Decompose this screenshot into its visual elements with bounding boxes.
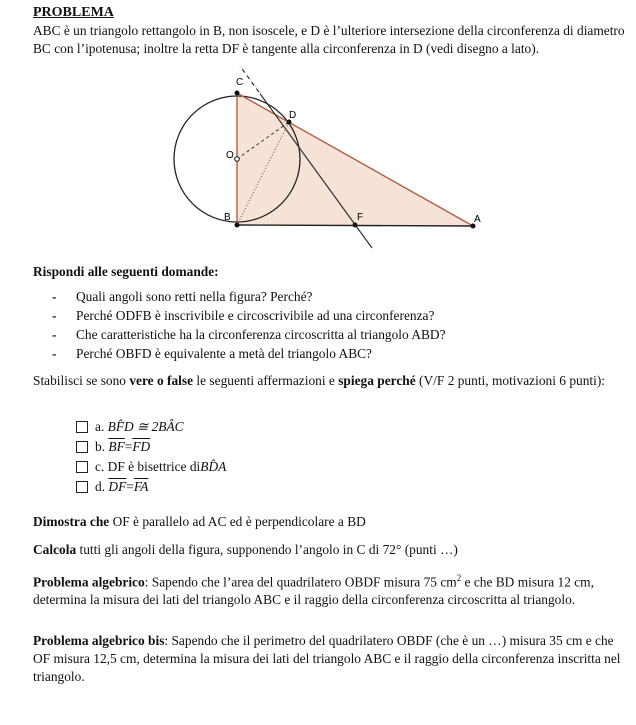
label-d: D	[289, 110, 297, 121]
question-list	[52, 288, 446, 364]
tf-item-a: a. BF̂D ≅ 2BÂC	[76, 417, 226, 437]
point-o	[235, 157, 240, 162]
checkbox-c[interactable]	[76, 461, 88, 473]
list-item: - Che caratteristiche ha la circonferenza circoscritta al triangolo ABD?	[52, 326, 446, 345]
checkbox-a[interactable]	[76, 421, 88, 433]
problem-intro: ABC è un triangolo rettangolo in B, non isoscele, e D è l’ulteriore intersezione della circonferenza di diametro BC con l’ipotenusa; inoltre la retta DF è tangente alla circonferenza in D (vedi disegno a lato).	[33, 23, 625, 56]
label-o: O	[226, 150, 234, 161]
point-c	[235, 91, 240, 96]
checkbox-d[interactable]	[76, 481, 88, 493]
label-b: B	[224, 212, 231, 223]
list-item: - Quali angoli sono retti nella figura? Perché?	[52, 288, 446, 307]
checkbox-b[interactable]	[76, 441, 88, 453]
list-item: - Perché ODFB è inscrivibile e circoscrivibile ad una circonferenza?	[52, 307, 446, 326]
algebra-problem-1: Problema algebrico: Sapendo che l’area del quadrilatero OBDF misura 75 $cm^2$ e che BD misura 12 cm, determina la misura dei lati del triangolo ABC e il raggio della circonferenza circoscritta al triangolo.	[33, 573, 594, 608]
tf-item-d: d. $\overline{DF}$ = $\overline{FA}$	[76, 477, 226, 497]
label-f: F	[357, 212, 364, 223]
label-a: A	[474, 214, 481, 225]
geometry-figure	[160, 60, 500, 255]
dimostra-task: Dimostra che OF è parallelo ad AC ed è perpendicolare a BD	[33, 514, 366, 529]
point-b	[235, 223, 240, 228]
tf-intro: Stabilisci se sono vere o false le seguenti affermazioni e spiega perché (V/F 2 punti, motivazioni 6 punti):	[33, 373, 606, 388]
algebra-problem-2: Problema algebrico bis: Sapendo che il perimetro del quadrilatero OBDF (che è un …) misura 35 cm e che OF misura 12,5 cm, determina la misura dei lati del triangolo ABC e il raggio della circonferenza inscritta nel triangolo.	[33, 633, 621, 684]
tf-item-b: b. $\overline{BF}$ = $\overline{FD}$	[76, 437, 226, 457]
list-item: - Perché OBFD è equivalente a metà del triangolo ABC?	[52, 345, 446, 364]
true-false-list	[76, 417, 226, 497]
calcola-task: Calcola tutti gli angoli della figura, supponendo l’angolo in C di 72° (punti …)	[33, 542, 458, 557]
problem-title: PROBLEMA	[33, 5, 114, 20]
answers-heading: Rispondi alle seguenti domande:	[33, 264, 219, 279]
tf-item-c: c. DF è bisettrice di BD̂A	[76, 457, 226, 477]
point-f	[353, 223, 358, 228]
label-c: C	[236, 77, 244, 88]
